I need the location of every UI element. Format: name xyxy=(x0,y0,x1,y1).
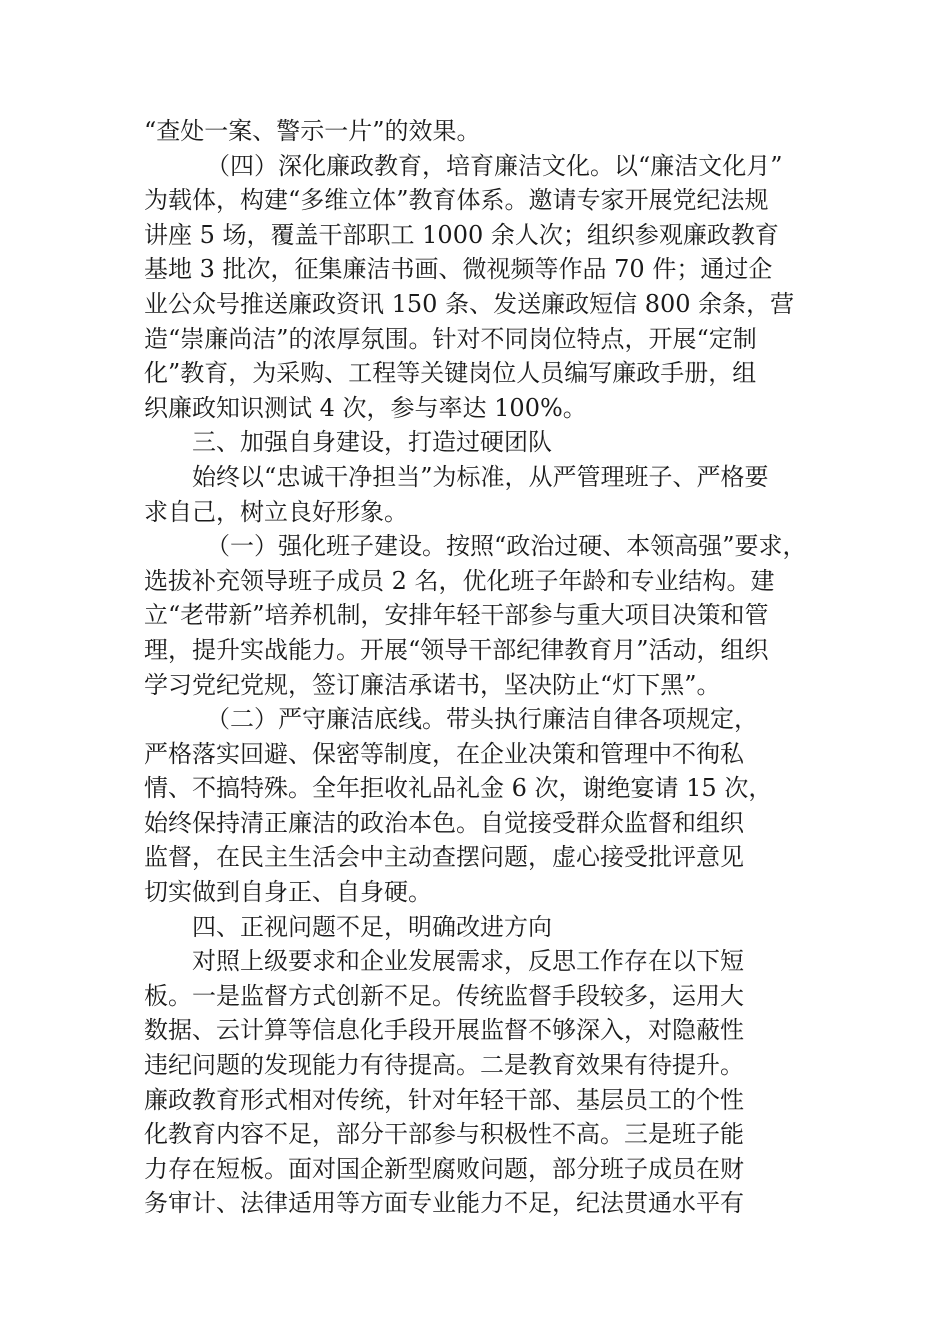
text-line: “查处一案、警示一片”的效果。 xyxy=(144,117,481,145)
text-line: 理，提升实战能力。开展“领导干部纪律教育月”活动，组织 xyxy=(144,635,769,664)
text-line: 化教育内容不足，部分干部参与积极性不高。三是班子能 xyxy=(144,1120,744,1149)
text-line: 化”教育，为采购、工程等关键岗位人员编写廉政手册，组 xyxy=(144,359,757,388)
text-line: 造“崇廉尚洁”的浓厚氛围。针对不同岗位特点，开展“定制 xyxy=(144,324,757,353)
text-line: 监督，在民主生活会中主动查摆问题，虚心接受批评意见 xyxy=(144,843,744,872)
text-line: 力存在短板。面对国企新型腐败问题，部分班子成员在财 xyxy=(144,1154,744,1183)
text-line: 数据、云计算等信息化手段开展监督不够深入，对隐蔽性 xyxy=(144,1016,744,1045)
text-line: 情、不搞特殊。全年拒收礼品礼金 6 次，谢绝宴请 15 次， xyxy=(144,774,773,803)
text-line: 求自己，树立良好形象。 xyxy=(144,497,408,526)
text-line: 选拔补充领导班子成员 2 名，优化班子年龄和专业结构。建 xyxy=(144,566,775,595)
text-line: 织廉政知识测试 4 次，参与率达 100%。 xyxy=(144,393,587,422)
text-line: 切实做到自身正、自身硬。 xyxy=(144,878,432,907)
text-line: 务审计、法律适用等方面专业能力不足，纪法贯通水平有 xyxy=(144,1189,744,1218)
text-line: 始终以“忠诚干净担当”为标准，从严管理班子、严格要 xyxy=(192,462,769,491)
text-line: 业公众号推送廉政资讯 150 条、发送廉政短信 800 余条，营 xyxy=(144,289,795,318)
text-line: 廉政教育形式相对传统，针对年轻干部、基层员工的个性 xyxy=(144,1085,744,1114)
text-line: 立“老带新”培养机制，安排年轻干部参与重大项目决策和管 xyxy=(144,601,769,630)
section-1-heading-line: （一）强化班子建设。按照“政治过硬、本领高强”要求， xyxy=(206,532,807,561)
section-2-heading-line: （二）严守廉洁底线。带头执行廉洁自律各项规定， xyxy=(206,705,758,734)
text-line: 始终保持清正廉洁的政治本色。自觉接受群众监督和组织 xyxy=(144,808,744,837)
chapter-4-heading: 四、正视问题不足，明确改进方向 xyxy=(192,912,552,941)
text-line: 对照上级要求和企业发展需求，反思工作存在以下短 xyxy=(192,947,744,976)
text-line: 严格落实回避、保密等制度，在企业决策和管理中不徇私 xyxy=(144,739,744,768)
text-line: 违纪问题的发现能力有待提高。二是教育效果有待提升。 xyxy=(144,1051,744,1080)
text-line: 讲座 5 场，覆盖干部职工 1000 余人次；组织参观廉政教育 xyxy=(144,220,779,249)
text-line: 基地 3 批次，征集廉洁书画、微视频等作品 70 件；通过企 xyxy=(144,255,773,284)
document-body xyxy=(144,114,810,1221)
text-line: 板。一是监督方式创新不足。传统监督手段较多，运用大 xyxy=(144,981,744,1010)
chapter-3-heading: 三、加强自身建设，打造过硬团队 xyxy=(192,428,552,457)
section-4-heading-line: （四）深化廉政教育，培育廉洁文化。以“廉洁文化月” xyxy=(206,151,783,180)
text-line: 学习党纪党规，签订廉洁承诺书，坚决防止“灯下黑”。 xyxy=(144,670,721,699)
text-line: 为载体，构建“多维立体”教育体系。邀请专家开展党纪法规 xyxy=(144,186,769,215)
